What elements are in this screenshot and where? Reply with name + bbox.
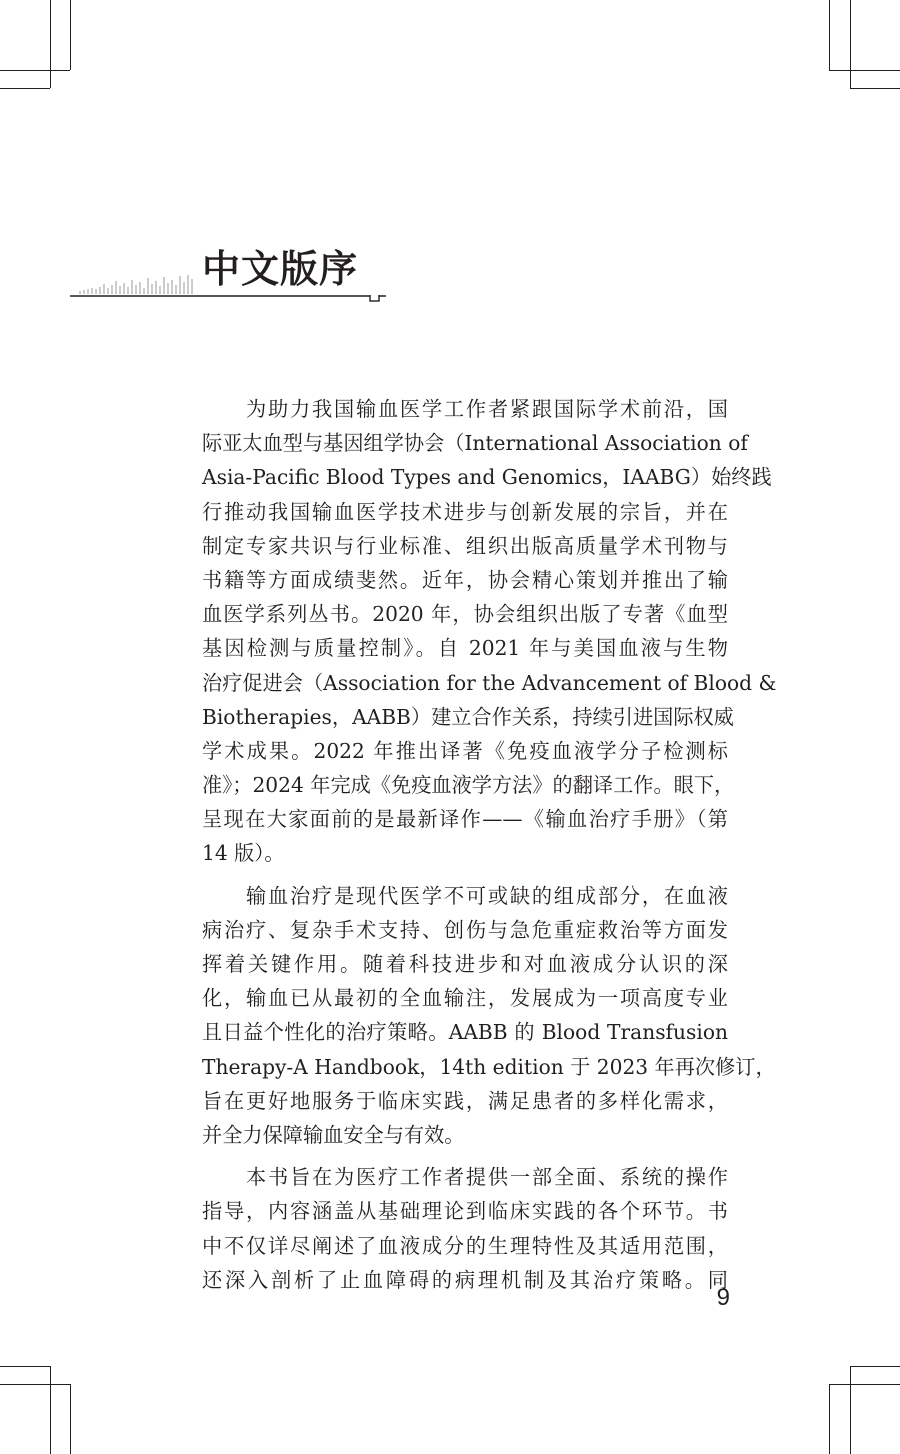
- crop-mark: [850, 1366, 900, 1367]
- text-line: 挥着关键作用。随着科技进步和对血液成分认识的深: [202, 952, 728, 976]
- text-line: 呈现在大家面前的是最新译作——《输血治疗手册》（第: [202, 807, 728, 832]
- body-text: [202, 392, 777, 1297]
- text-line: 血医学系列丛书。2020 年，协会组织出版了专著《血型: [202, 602, 728, 627]
- crop-mark: [829, 70, 900, 71]
- text-line: 本书旨在为医疗工作者提供一部全面、系统的操作: [246, 1165, 728, 1190]
- text-line: 并全力保障输血安全与有效。: [202, 1122, 465, 1147]
- text-line: 还深入剖析了止血障碍的病理机制及其治疗策略。同: [202, 1267, 728, 1292]
- crop-mark: [50, 0, 51, 88]
- crop-mark: [850, 88, 900, 89]
- text-line: 旨在更好地服务于临床实践，满足患者的多样化需求，: [202, 1088, 728, 1113]
- text-line: 准》；2024 年完成《免疫血液学方法》的翻译工作。眼下，: [202, 773, 735, 798]
- text-line: 中不仅详尽阐述了血液成分的生理特性及其适用范围，: [202, 1233, 728, 1258]
- text-line: 行推动我国输血医学技术进步与创新发展的宗旨，并在: [202, 499, 728, 524]
- page-number: 9: [716, 1284, 730, 1311]
- text-line: 输血治疗是现代医学不可或缺的组成部分，在血液: [246, 883, 728, 908]
- heading-underline: [70, 295, 390, 307]
- crop-mark: [0, 1366, 50, 1367]
- text-line: 治疗促进会（Association for the Advancement of Blood &: [202, 670, 777, 695]
- text-line: Therapy-A Handbook，14th edition 于 2023 年再次修订，: [202, 1054, 776, 1079]
- crop-mark: [850, 1366, 851, 1454]
- text-line: 际亚太血型与基因组学协会（International Association of: [202, 431, 748, 456]
- text-line: 且日益个性化的治疗策略。AABB 的 Blood Transfusion: [202, 1020, 728, 1045]
- page-title: 中文版序: [202, 246, 359, 291]
- text-line: 指导，内容涵盖从基础理论到临床实践的各个环节。书: [202, 1199, 728, 1224]
- text-line: Biotherapies，AABB）建立合作关系，持续引进国际权威: [202, 704, 734, 729]
- text-line: 化，输血已从最初的全血输注，发展成为一项高度专业: [202, 986, 728, 1011]
- text-line: 为助力我国输血医学工作者紧跟国际学术前沿，国: [246, 397, 728, 421]
- crop-mark: [50, 1366, 51, 1454]
- crop-mark: [850, 0, 851, 88]
- text-line: 基因检测与质量控制》。自 2021 年与美国血液与生物: [202, 636, 728, 661]
- text-line: Asia-Pacific Blood Types and Genomics，IAABG）始终践: [202, 465, 772, 490]
- text-line: 14 版）。: [202, 841, 285, 866]
- text-line: 制定专家共识与行业标准、组织出版高质量学术刊物与: [202, 533, 728, 558]
- crop-mark: [829, 1384, 830, 1454]
- crop-mark: [0, 70, 70, 71]
- text-line: 书籍等方面成绩斐然。近年，协会精心策划并推出了输: [202, 567, 728, 592]
- crop-mark: [70, 1384, 71, 1454]
- crop-mark: [0, 1384, 70, 1385]
- text-line: 病治疗、复杂手术支持、创伤与急危重症救治等方面发: [202, 917, 728, 942]
- crop-mark: [829, 1384, 900, 1385]
- crop-mark: [829, 0, 830, 70]
- paragraph: [202, 879, 776, 1153]
- text-line: 学术成果。2022 年推出译著《免疫血液学分子检测标: [202, 738, 728, 763]
- crop-mark: [70, 0, 71, 70]
- heading-ruler-decoration: [78, 272, 198, 296]
- paragraph: [202, 1160, 728, 1297]
- crop-mark: [0, 88, 50, 89]
- paragraph: [202, 392, 777, 871]
